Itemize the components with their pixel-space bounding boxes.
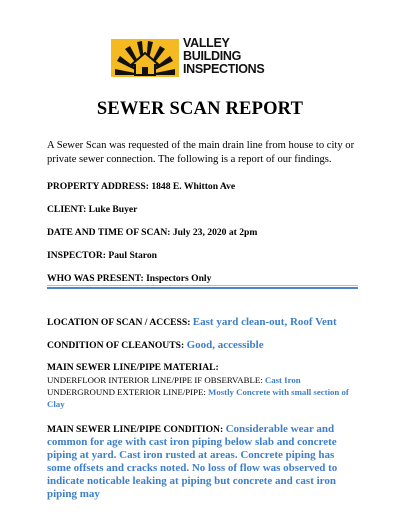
who-was-present: WHO WAS PRESENT: Inspectors Only bbox=[47, 273, 212, 284]
pipe-condition-label: MAIN SEWER LINE/PIPE CONDITION: bbox=[47, 424, 226, 435]
scan-location bbox=[47, 316, 359, 329]
underfloor-value: Cast Iron bbox=[264, 375, 301, 385]
company-logo bbox=[111, 37, 271, 79]
report-title: SEWER SCAN REPORT bbox=[96, 99, 304, 119]
cleanout-condition-label: CONDITION OF CLEANOUTS: bbox=[47, 340, 187, 351]
pipe-material-heading: MAIN SEWER LINE/PIPE MATERIAL: bbox=[47, 362, 219, 373]
logo-line-3: INSPECTIONS bbox=[183, 62, 265, 76]
pipe-condition-value: Considerable wear and common for age with cast iron piping below slab and concrete piping at yard. Cast iron rusted at areas. Concrete piping has some offsets and cracks noted. No loss of flow was observed to indicate noticable leaking at piping but concrete and cast iron piping may bbox=[47, 423, 338, 500]
pipe-condition bbox=[47, 423, 359, 501]
underfloor-line bbox=[47, 374, 359, 386]
client: CLIENT: Luke Buyer bbox=[47, 204, 138, 215]
cleanout-condition bbox=[47, 339, 359, 352]
intro-paragraph: A Sewer Scan was requested of the main drain line from house to city or private sewer connection. The following is a report of our findings. bbox=[47, 140, 355, 165]
underground-line bbox=[47, 386, 359, 410]
underground-label: UNDERGROUND EXTERIOR LINE/PIPE: bbox=[47, 387, 209, 397]
inspector: INSPECTOR: Paul Staron bbox=[47, 250, 157, 261]
cleanout-condition-value: Good, accessible bbox=[186, 339, 264, 351]
scan-location-label: LOCATION OF SCAN / ACCESS: bbox=[47, 317, 193, 328]
section-divider bbox=[47, 285, 358, 289]
scan-location-value: East yard clean-out, Roof Vent bbox=[192, 316, 337, 328]
scan-date-time: DATE AND TIME OF SCAN: July 23, 2020 at 2pm bbox=[47, 227, 258, 238]
sunburst-house-icon bbox=[111, 39, 179, 77]
underground-value: Mostly Concrete with small section of Clay bbox=[47, 387, 349, 409]
logo-wordmark bbox=[183, 37, 264, 76]
pipe-material bbox=[47, 362, 359, 410]
logo-line-1: VALLEY bbox=[183, 36, 230, 50]
logo-line-2: BUILDING bbox=[183, 49, 242, 63]
underfloor-label: UNDERFLOOR INTERIOR LINE/PIPE IF OBSERVABLE: bbox=[47, 375, 265, 385]
property-address: PROPERTY ADDRESS: 1848 E. Whitton Ave bbox=[47, 181, 236, 192]
